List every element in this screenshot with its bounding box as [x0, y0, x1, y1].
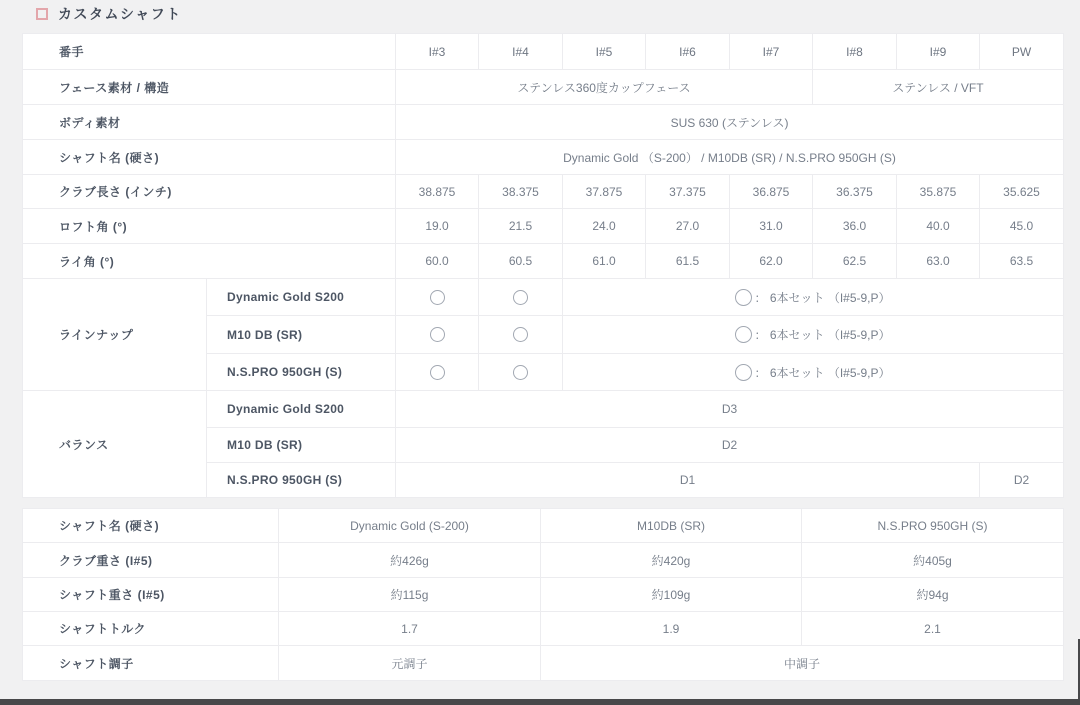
row-label-kick-point: シャフト調子 — [23, 646, 279, 681]
balance-shaft-nspro: N.S.PRO 950GH (S) — [207, 463, 396, 498]
lie-value: 60.0 — [396, 244, 479, 279]
loft-value: 21.5 — [479, 209, 563, 244]
lineup-cell-i3 — [396, 316, 479, 354]
loft-value: 40.0 — [897, 209, 980, 244]
option-circle-icon — [430, 290, 445, 305]
shaft-weight-col2: 約109g — [541, 578, 802, 612]
club-header-i9: I#9 — [897, 34, 980, 70]
page-title: カスタムシャフト — [58, 6, 182, 22]
lineup-set-cell — [563, 316, 1064, 354]
row-label-loft-angle: ロフト角 (°) — [23, 209, 396, 244]
lineup-cell-i3 — [396, 354, 479, 391]
lineup-set-cell — [563, 279, 1064, 316]
lie-value: 62.5 — [813, 244, 897, 279]
option-circle-icon — [735, 326, 752, 343]
row-label-balance: バランス — [23, 391, 207, 498]
loft-value: 45.0 — [980, 209, 1064, 244]
shaft-name-value: Dynamic Gold （S-200） / M10DB (SR) / N.S.PRO 950GH (S) — [396, 140, 1064, 175]
loft-value: 24.0 — [563, 209, 646, 244]
row-label-face-material: フェース素材 / 構造 — [23, 70, 396, 105]
face-material-right-value: ステンレス / VFT — [813, 70, 1064, 105]
table-row — [23, 391, 1064, 428]
club-weight-col2: 約420g — [541, 543, 802, 578]
length-value: 36.375 — [813, 175, 897, 209]
kick-point-col23: 中調子 — [541, 646, 1064, 681]
row-label-club-length: クラブ長さ (インチ) — [23, 175, 396, 209]
balance-value-dg: D3 — [396, 391, 1064, 428]
length-value: 37.375 — [646, 175, 730, 209]
balance-shaft-m10db: M10 DB (SR) — [207, 428, 396, 463]
lie-value: 61.0 — [563, 244, 646, 279]
club-header-i8: I#8 — [813, 34, 897, 70]
option-circle-icon — [513, 365, 528, 380]
length-value: 35.875 — [897, 175, 980, 209]
table-row — [23, 279, 1064, 316]
loft-value: 31.0 — [730, 209, 813, 244]
loft-value: 36.0 — [813, 209, 897, 244]
lineup-cell-i4 — [479, 316, 563, 354]
set-note: ： 6本セット （I#5-9,P） — [754, 365, 891, 380]
option-circle-icon — [430, 327, 445, 342]
table-row — [23, 543, 1064, 578]
lie-value: 63.0 — [897, 244, 980, 279]
club-weight-col1: 約426g — [279, 543, 541, 578]
lie-value: 61.5 — [646, 244, 730, 279]
club-weight-col3: 約405g — [802, 543, 1064, 578]
balance-value-m10db: D2 — [396, 428, 1064, 463]
shaft-name-col3: N.S.PRO 950GH (S) — [802, 509, 1064, 543]
length-value: 38.375 — [479, 175, 563, 209]
balance-value-nspro-pw: D2 — [980, 463, 1064, 498]
section-marker-icon — [36, 8, 48, 20]
row-label-club-weight: クラブ重さ (I#5) — [23, 543, 279, 578]
face-material-left-value: ステンレス360度カップフェース — [396, 70, 813, 105]
row-label-shaft-name2: シャフト名 (硬さ) — [23, 509, 279, 543]
table-row — [23, 140, 1064, 175]
table-row — [23, 646, 1064, 681]
table-row — [23, 578, 1064, 612]
lineup-shaft-dg-s200: Dynamic Gold S200 — [207, 279, 396, 316]
length-value: 38.875 — [396, 175, 479, 209]
row-label-shaft-weight: シャフト重さ (I#5) — [23, 578, 279, 612]
row-label-body-material: ボディ素材 — [23, 105, 396, 140]
table-row — [23, 70, 1064, 105]
table-row — [23, 612, 1064, 646]
length-value: 36.875 — [730, 175, 813, 209]
lineup-set-cell — [563, 354, 1064, 391]
window-bottom-edge — [0, 699, 1080, 705]
option-circle-icon — [513, 290, 528, 305]
option-circle-icon — [735, 364, 752, 381]
option-circle-icon — [430, 365, 445, 380]
shaft-comparison-table — [22, 508, 1064, 681]
club-header-i4: I#4 — [479, 34, 563, 70]
section-title — [36, 5, 182, 23]
club-header-i6: I#6 — [646, 34, 730, 70]
set-note: ： 6本セット （I#5-9,P） — [754, 328, 891, 342]
row-label-torque: シャフトトルク — [23, 612, 279, 646]
torque-col3: 2.1 — [802, 612, 1064, 646]
lineup-cell-i3 — [396, 279, 479, 316]
loft-value: 19.0 — [396, 209, 479, 244]
option-circle-icon — [735, 289, 752, 306]
club-header-i5: I#5 — [563, 34, 646, 70]
length-value: 35.625 — [980, 175, 1064, 209]
table-row — [23, 175, 1064, 209]
lineup-cell-i4 — [479, 279, 563, 316]
shaft-name-col2: M10DB (SR) — [541, 509, 802, 543]
balance-value-nspro: D1 — [396, 463, 980, 498]
table-row — [23, 244, 1064, 279]
lie-value: 60.5 — [479, 244, 563, 279]
lineup-shaft-nspro: N.S.PRO 950GH (S) — [207, 354, 396, 391]
row-label-lineup: ラインナップ — [23, 279, 207, 391]
lie-value: 63.5 — [980, 244, 1064, 279]
club-header-pw: PW — [980, 34, 1064, 70]
club-header-i7: I#7 — [730, 34, 813, 70]
custom-shaft-spec-table — [22, 33, 1064, 498]
lineup-cell-i4 — [479, 354, 563, 391]
lineup-shaft-m10db: M10 DB (SR) — [207, 316, 396, 354]
row-label-shaft-name: シャフト名 (硬さ) — [23, 140, 396, 175]
body-material-value: SUS 630 (ステンレス) — [396, 105, 1064, 140]
shaft-weight-col3: 約94g — [802, 578, 1064, 612]
table-row — [23, 105, 1064, 140]
table-row — [23, 34, 1064, 70]
table-row — [23, 509, 1064, 543]
shaft-weight-col1: 約115g — [279, 578, 541, 612]
row-label-lie-angle: ライ角 (°) — [23, 244, 396, 279]
shaft-name-col1: Dynamic Gold (S-200) — [279, 509, 541, 543]
balance-shaft-dg-s200: Dynamic Gold S200 — [207, 391, 396, 428]
torque-col1: 1.7 — [279, 612, 541, 646]
loft-value: 27.0 — [646, 209, 730, 244]
club-header-i3: I#3 — [396, 34, 479, 70]
torque-col2: 1.9 — [541, 612, 802, 646]
lie-value: 62.0 — [730, 244, 813, 279]
set-note: ： 6本セット （I#5-9,P） — [754, 290, 891, 305]
option-circle-icon — [513, 327, 528, 342]
length-value: 37.875 — [563, 175, 646, 209]
kick-point-col1: 元調子 — [279, 646, 541, 681]
table-row — [23, 209, 1064, 244]
row-label-club-number: 番手 — [23, 34, 396, 70]
